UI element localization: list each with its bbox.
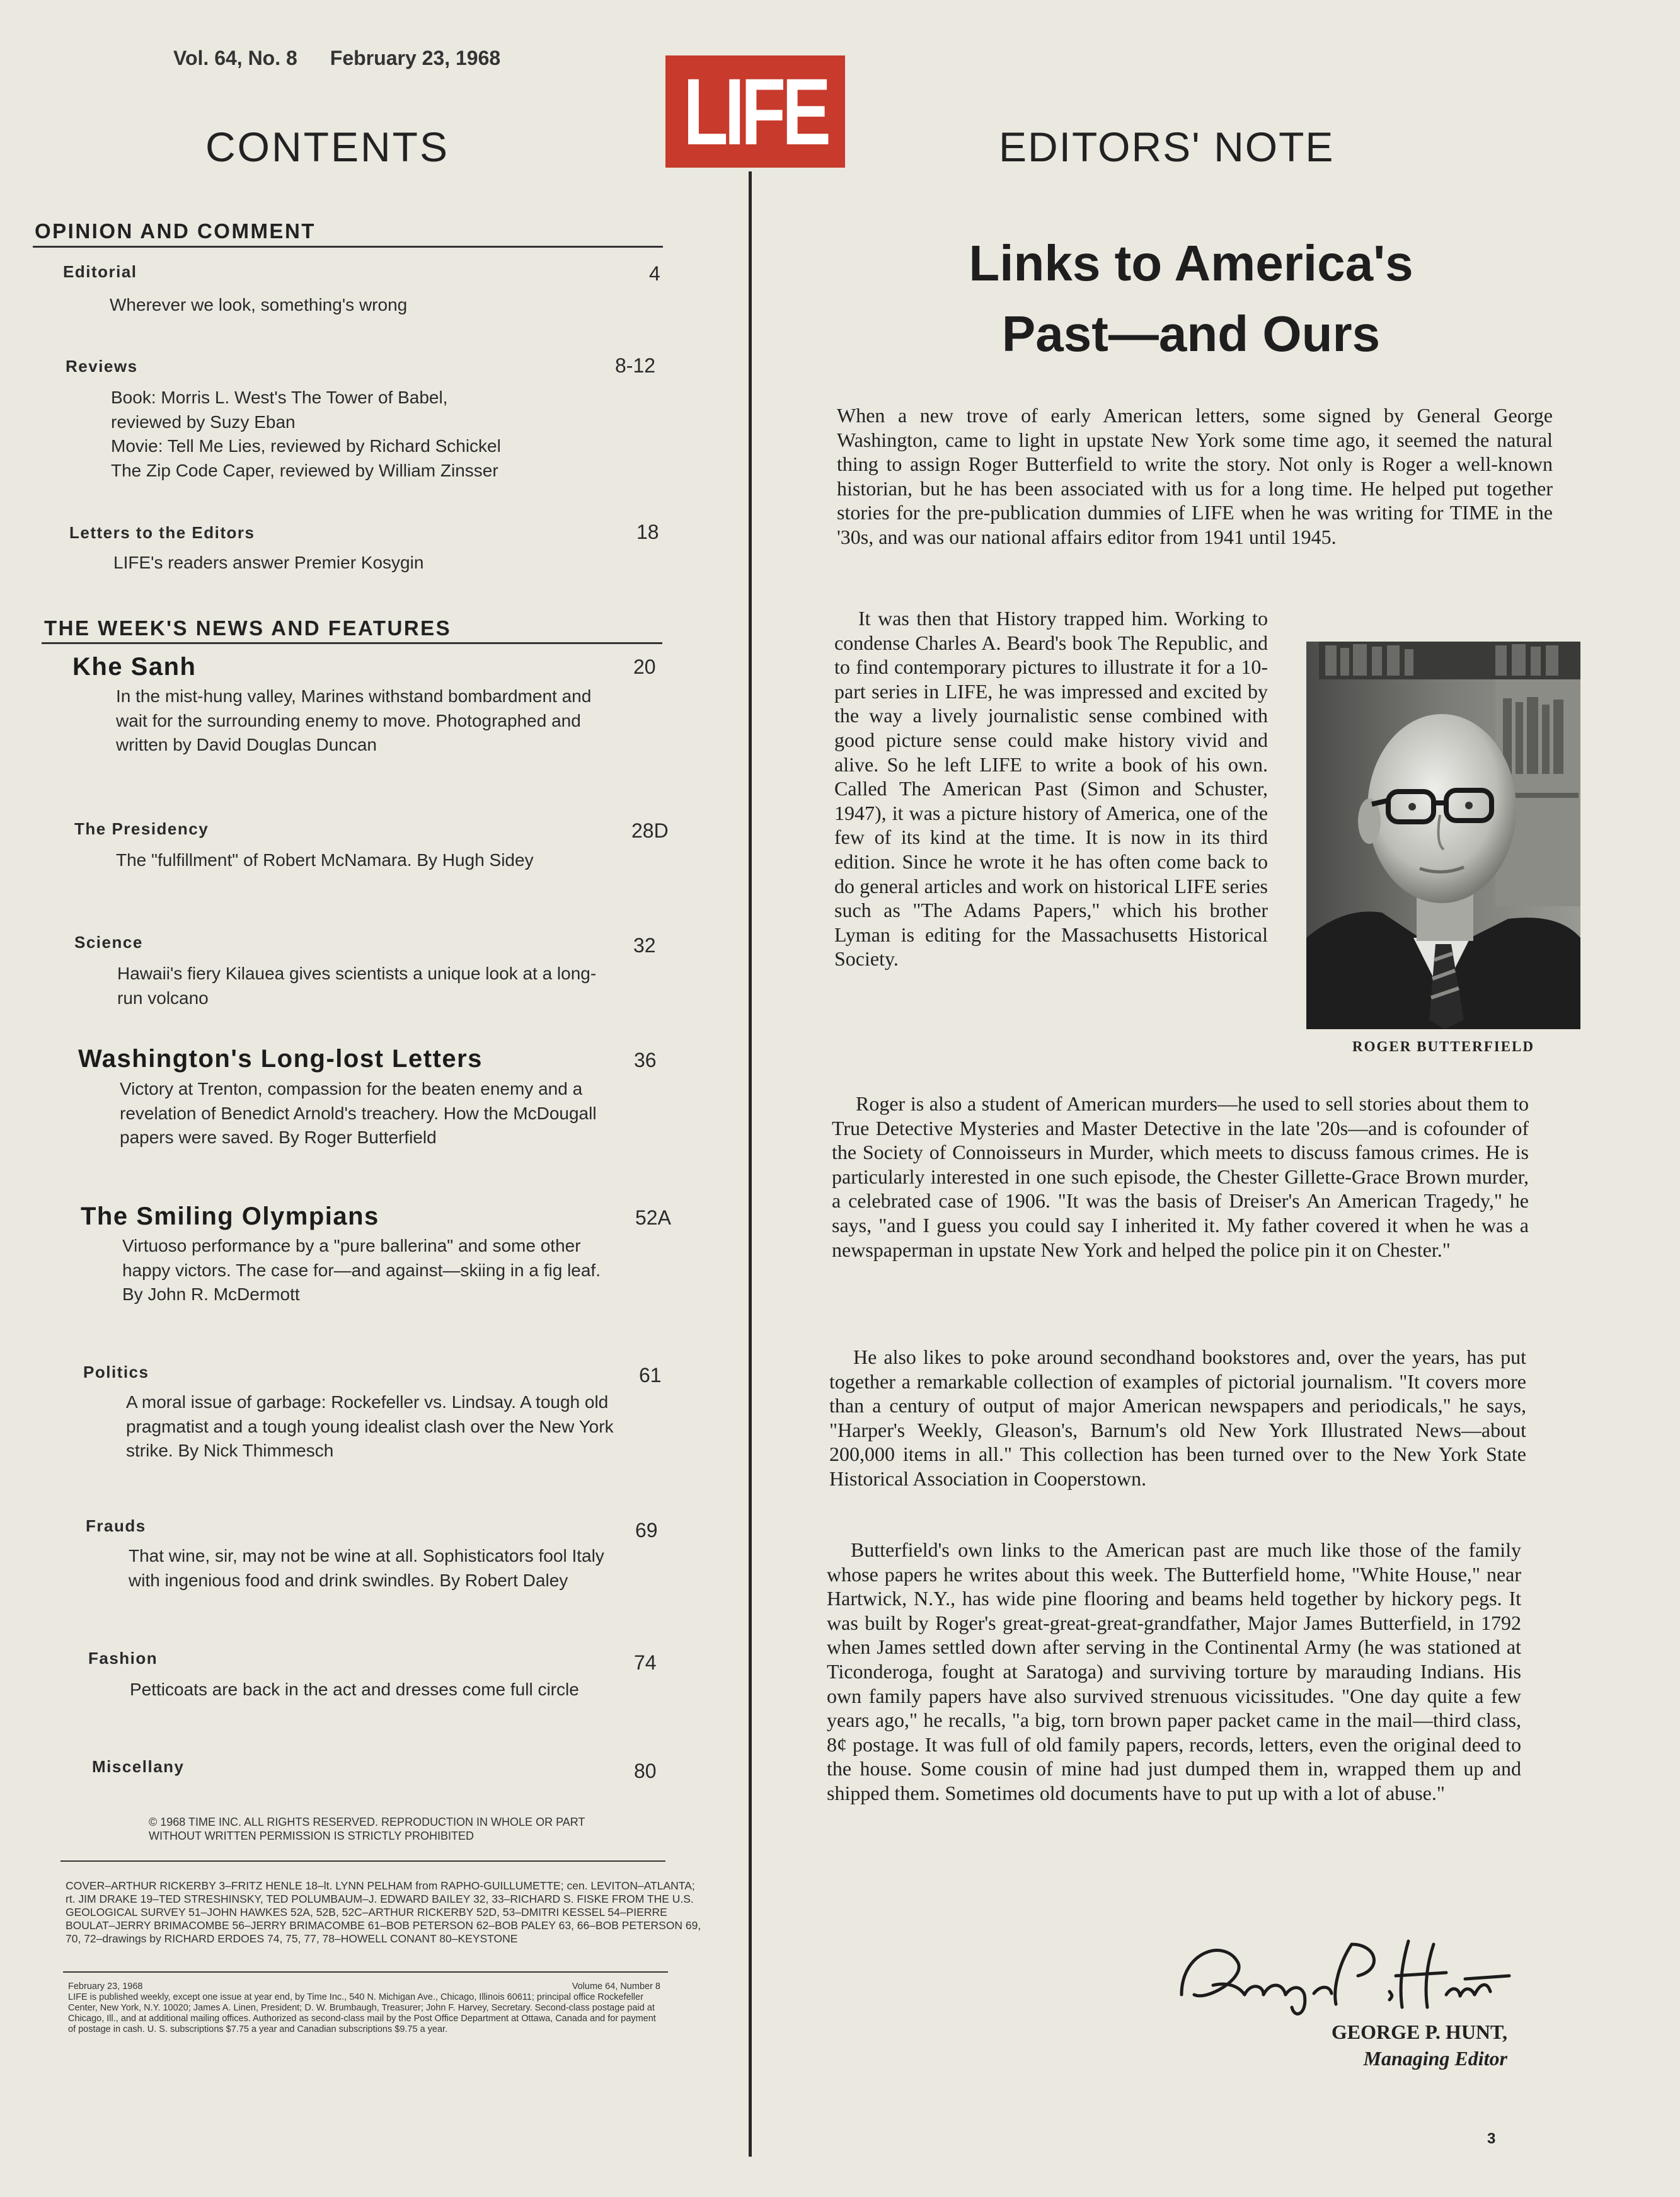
contents-page-smiling-olympians: 52A <box>635 1206 671 1229</box>
issue-date: February 23, 1968 <box>330 47 501 69</box>
photo-credits: COVER–ARTHUR RICKERBY 3–FRITZ HENLE 18–lt. LYNN PELHAM from RAPHO-GUILLUMETTE; cen. LEVITON–ATLANTA; rt. JIM DRAKE 19–TED STRESHINSKY, TED POLUMBAUM–J. EDWARD BAILEY 32, 33–RICHARD S. FISKE FROM THE U.S. GEOLOGICAL SURVEY 51–JOHN HAWKES 52A, 52B, 52C–ARTHUR RICKERBY 52D, 53–DMITRI KESSEL 54–PIERRE BOULAT–JERRY BRIMACOMBE 56–JERRY BRIMACOMBE 61–BOB PETERSON 62–BOB PALEY 63, 66–BOB PETERSON 69, 70, 72–drawings by RICHARD ERDOES 74, 75, 77, 78–HOWELL CONANT 80–KEYSTONE <box>66 1879 701 1945</box>
contents-desc-frauds: That wine, sir, may not be wine at all. Sophisticators fool Italy with ingenious food and drink swindles. By Robert Daley <box>129 1546 604 1590</box>
contents-page-science: 32 <box>633 934 656 957</box>
contents-page-reviews: 8-12 <box>615 354 656 377</box>
life-logo <box>665 55 845 168</box>
contents-page-washington-letters: 36 <box>634 1049 657 1071</box>
contents-page-khe-sanh: 20 <box>633 655 656 678</box>
contents-page-presidency: 28D <box>631 819 669 842</box>
contents-page-editorial: 4 <box>649 262 660 285</box>
issue-line <box>173 47 500 70</box>
contents-page-fashion: 74 <box>634 1651 657 1674</box>
publication-text: LIFE is published weekly, except one issue at year end, by Time Inc., 540 N. Michigan Ave., Chicago, Illinois 60611; principal office Rockefeller Center, New York, N.Y. 10020; James A. Linen, President; D. W. Brumbaugh, Treasurer; John F. Harvey, Secretary. Second-class postage paid at Chicago, Ill., and at additional mailing offices. Authorized as second-class mail by the Post Office Department at Ottawa, Canada and for payment of postage in cash. U. S. subscriptions $7.75 a year and Canadian subscriptions $9.75 a year. <box>68 1992 656 2034</box>
publication-rule <box>63 1971 668 1973</box>
contents-category-presidency: The Presidency <box>74 819 209 838</box>
review-line: The Zip Code Caper, reviewed by William Zinsser <box>111 460 498 480</box>
section-heading-opinion: OPINION AND COMMENT <box>35 219 316 243</box>
contents-desc-smiling-olympians: Virtuoso performance by a "pure ballerina" and some other happy victors. The case for—and against—skiing in a fig leaf. By John R. McDermott <box>122 1236 601 1304</box>
editors-note-title <box>857 228 1525 369</box>
contents-page-frauds: 69 <box>635 1519 658 1542</box>
contents-desc-reviews <box>111 386 602 483</box>
contents-category-frauds: Frauds <box>86 1516 146 1535</box>
contents-desc-politics: A moral issue of garbage: Rockefeller vs. Lindsay. A tough old pragmatist and a tough young idealist clash over the New York strike. By Nick Thimmesch <box>126 1392 614 1460</box>
page-number: 3 <box>1487 2130 1496 2147</box>
roger-butterfield-photo <box>1306 642 1580 1029</box>
note-paragraph-2: It was then that History trapped him. Working to condense Charles A. Beard's book The Republic, and to find contemporary pictures to illustrate it for a 10-part series in LIFE, he was impressed and excited by the way a lively journalistic sense combined with good picture sense could make history vivid and alive. So he left LIFE to write a book of his own. Called The American Past (Simon and Schuster, 1947), it was a picture history of America, one of the few of its kind at the time. It is now in its third edition. Since he wrote it he has often come back to do general articles and work on historical LIFE series such as "The Adams Papers," which his brother Lyman is editing for the Massachusetts Historical Society. <box>834 607 1268 971</box>
section-rule <box>42 642 662 644</box>
contents-category-letters: Letters to the Editors <box>69 523 255 542</box>
contents-category-fashion: Fashion <box>88 1649 158 1668</box>
section-heading-news: THE WEEK'S NEWS AND FEATURES <box>44 616 452 640</box>
contents-category-khe-sanh: Khe Sanh <box>72 653 197 681</box>
contents-category-editorial: Editorial <box>63 262 137 281</box>
contents-desc-letters: LIFE's readers answer Premier Kosygin <box>113 553 424 572</box>
contents-category-miscellany: Miscellany <box>92 1757 185 1776</box>
note-paragraph-3: Roger is also a student of American murders—he used to sell stories about them to True Detective Mysteries and Master Detective in the late '20s—and is cofounder of the Society of Connoisseurs in Murder, which meets to discuss famous crimes. He is particularly interested in one such episode, the Chester Gillette-Grace Brown murder, a celebrated case of 1906. "It was the basis of Dreiser's An American Tragedy," he says, "and I guess you could say I inherited it. My father covered it when he was a newspaperman in upstate New York and helped the police pin it on Chester." <box>832 1092 1529 1261</box>
contents-page-letters: 18 <box>636 521 659 543</box>
publication-volume: Volume 64, Number 8 <box>572 1981 660 1992</box>
contents-category-politics: Politics <box>83 1363 149 1381</box>
editors-note-heading: EDITORS' NOTE <box>999 124 1335 170</box>
publication-date: February 23, 1968 <box>68 1981 143 1992</box>
life-logo-text: LIFE <box>683 59 827 164</box>
title-line: Links to America's <box>969 235 1413 291</box>
column-divider <box>749 171 752 2157</box>
contents-category-smiling-olympians: The Smiling Olympians <box>81 1202 379 1230</box>
contents-heading: CONTENTS <box>205 124 449 170</box>
contents-desc-washington-letters: Victory at Trenton, compassion for the beaten enemy and a revelation of Benedict Arnold's treachery. How the McDougall papers were saved. By Roger Butterfield <box>120 1079 597 1147</box>
review-line: Book: Morris L. West's The Tower of Babel, <box>111 388 448 407</box>
review-line: reviewed by Suzy Eban <box>111 412 296 432</box>
contents-category-reviews: Reviews <box>66 357 138 376</box>
contents-desc-editorial: Wherever we look, something's wrong <box>110 295 408 314</box>
title-line: Past—and Ours <box>1001 306 1381 362</box>
publication-info <box>68 1981 705 2035</box>
signature-name: GEORGE P. HUNT, <box>1331 2021 1507 2043</box>
publication-header <box>68 1981 660 1992</box>
note-paragraph-1: When a new trove of early American letters, some signed by General George Washington, came to light in upstate New York some time ago, it seemed the natural thing to assign Roger Butterfield to write the story. Not only is Roger a well-known historian, but he has been associated with us for a long time. He helped put together stories for the pre-publication dummies of LIFE when he was writing for TIME in the '30s, and was our national affairs editor from 1941 until 1945. <box>837 404 1553 548</box>
editor-signature <box>1169 1925 1522 2020</box>
signature-title: Managing Editor <box>1363 2047 1507 2070</box>
copyright-notice: © 1968 TIME INC. ALL RIGHTS RESERVED. REPRODUCTION IN WHOLE OR PART WITHOUT WRITTEN PERMISSION IS STRICTLY PROHIBITED <box>149 1816 585 1842</box>
contents-desc-khe-sanh: In the mist-hung valley, Marines withstand bombardment and wait for the surrounding enemy to move. Photographed and written by David Douglas Duncan <box>116 686 592 754</box>
note-paragraph-4: He also likes to poke around secondhand bookstores and, over the years, has put together a remarkable collection of examples of pictorial journalism. "It covers more than a century of output of major American newspapers and periodicals," he says, "Harper's Weekly, Gleason's, Barnum's old New York Illustrated News—about 200,000 items in all." This collection has been turned over to the New York State Historical Association in Cooperstown. <box>829 1346 1526 1490</box>
contents-page-politics: 61 <box>639 1364 662 1387</box>
contents-desc-presidency: The "fulfillment" of Robert McNamara. By Hugh Sidey <box>116 850 534 870</box>
section-rule <box>33 246 663 248</box>
review-line: Movie: Tell Me Lies, reviewed by Richard Schickel <box>111 436 501 456</box>
note-paragraph-5: Butterfield's own links to the American past are much like those of the family whose papers he writes about this week. The Butterfield home, "White House," near Hartwick, N.Y., has wide pine flooring and beams held together by hickory pegs. It was built by Roger's great-great-great-grandfather, Major James Butterfield, in 1792 when James settled down after serving in the Continental Army (he was stationed at Ticonderoga, fought at Saratoga) and surviving torture by marauding Indians. His own family papers have also survived strenuous vicissitudes. "One day quite a few years ago," he recalls, "a big, torn brown paper packet came in the mail—third class, 8¢ postage. It was full of old family papers, records, letters, even the original deed to the house. Some cousin of mine had just dumped them in, wrapped them up and shipped them. Sometimes old documents have to put up with a lot of abuse." <box>827 1538 1521 1804</box>
contents-category-science: Science <box>74 933 143 952</box>
contents-desc-fashion: Petticoats are back in the act and dresses come full circle <box>130 1680 579 1699</box>
photo-caption: ROGER BUTTERFIELD <box>1352 1039 1534 1054</box>
volume-number: Vol. 64, No. 8 <box>173 47 297 69</box>
contents-desc-science: Hawaii's fiery Kilauea gives scientists a unique look at a long-run volcano <box>117 964 597 1008</box>
credits-rule <box>60 1860 665 1862</box>
contents-category-washington-letters: Washington's Long-lost Letters <box>78 1045 483 1073</box>
contents-page-miscellany: 80 <box>634 1760 657 1782</box>
